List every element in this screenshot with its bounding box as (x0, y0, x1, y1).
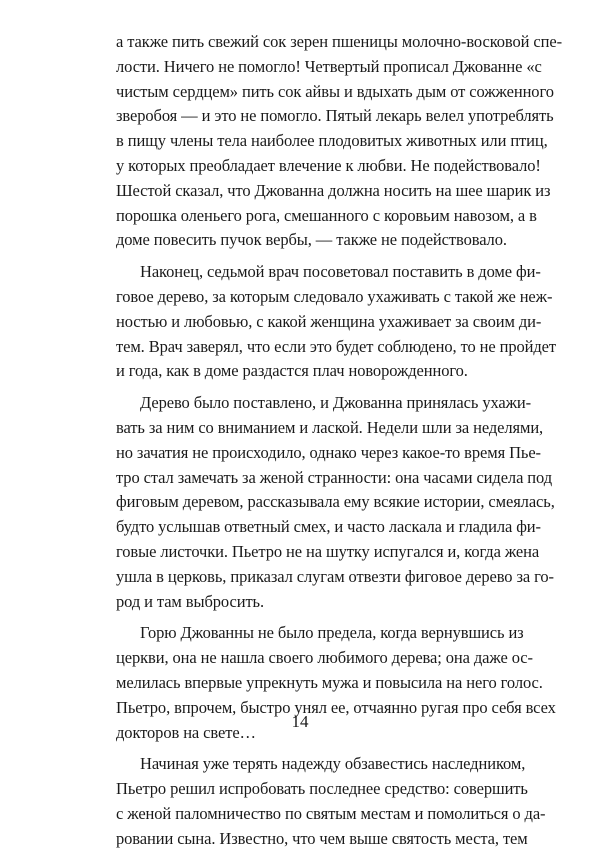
paragraph-5 (116, 752, 546, 851)
text-line: у которых преобладает влечение к любви. Не подействовало! (116, 155, 541, 175)
text-line: ушла в церковь, приказал слугам отвезти фиговое дерево за го- (116, 566, 554, 586)
text-line: чистым сердцем» пить сок айвы и вдыхать дым от сожженного (116, 81, 554, 101)
paragraph-3 (116, 391, 555, 614)
paragraph-1 (116, 30, 562, 253)
text-line: Начиная уже терять надежду обзавестись наследником, (140, 754, 526, 774)
text-line: ностью и любовью, с какой женщина ухаживает за своим ди- (116, 311, 542, 331)
text-line: церкви, она не нашла своего любимого дерева; она даже ос- (116, 648, 533, 668)
body-text (116, 30, 562, 859)
text-line: Шестой сказал, что Джованна должна носить на шее шарик из (116, 180, 551, 200)
text-line: говые листочки. Пьетро не на шутку испугался и, когда жена (116, 541, 540, 561)
text-line: но зачатия не происходило, однако через какое-то время Пье- (116, 442, 541, 462)
text-line: мелилась впервые упрекнуть мужа и повысила на него голос. (116, 672, 543, 692)
text-line: Наконец, седьмой врач посоветовал поставить в доме фи- (140, 262, 541, 282)
text-line: а также пить свежий сок зерен пшеницы молочно-восковой спе- (116, 32, 562, 51)
text-line: в пищу члены тела наиболее плодовитых животных или птиц, (116, 131, 548, 151)
text-line: порошка оленьего рога, смешанного с коровьим навозом, а в (116, 205, 537, 225)
text-line: род и там выбросить. (116, 591, 264, 611)
text-line: и года, как в доме раздастся плач новорожденного. (116, 361, 468, 381)
text-line: Пьетро решил испробовать последнее средство: совершить (116, 779, 528, 799)
text-line: Пьетро, впрочем, быстро унял ее, отчаянно ругая про себя всех (116, 697, 556, 717)
text-line: будто услышав ответный смех, и часто ласкала и гладила фи- (116, 517, 541, 537)
text-line: говое дерево, за которым следовало ухаживать с такой же неж- (116, 286, 553, 306)
text-line: тем. Врач заверял, что если это будет соблюдено, то не пройдет (116, 336, 557, 356)
text-line: ровании сына. Известно, что чем выше святость места, тем (116, 828, 528, 848)
text-line: тро стал замечать за женой странности: она часами сидела под (116, 467, 553, 487)
page-number: 14 (291, 712, 309, 731)
text-line: зверобоя — и это не помогло. Пятый лекарь велел употреблять (116, 106, 554, 126)
text-line: Дерево было поставлено, и Джованна принялась ухажи- (140, 393, 532, 413)
text-line: лости. Ничего не помогло! Четвертый прописал Джованне «с (116, 56, 542, 76)
text-line: фиговым деревом, рассказывала ему всякие истории, смеялась, (116, 492, 555, 512)
text-line: с женой паломничество по святым местам и помолиться о да- (116, 803, 546, 823)
text-line: доме повесить пучок вербы, — также не подействовало. (116, 230, 507, 250)
text-line: докторов на свете… (116, 722, 256, 742)
paragraph-2 (116, 260, 557, 384)
text-line: Горю Джованны не было предела, когда вернувшись из (140, 623, 524, 643)
text-line: вать за ним со вниманием и лаской. Недели шли за неделями, (116, 417, 544, 437)
